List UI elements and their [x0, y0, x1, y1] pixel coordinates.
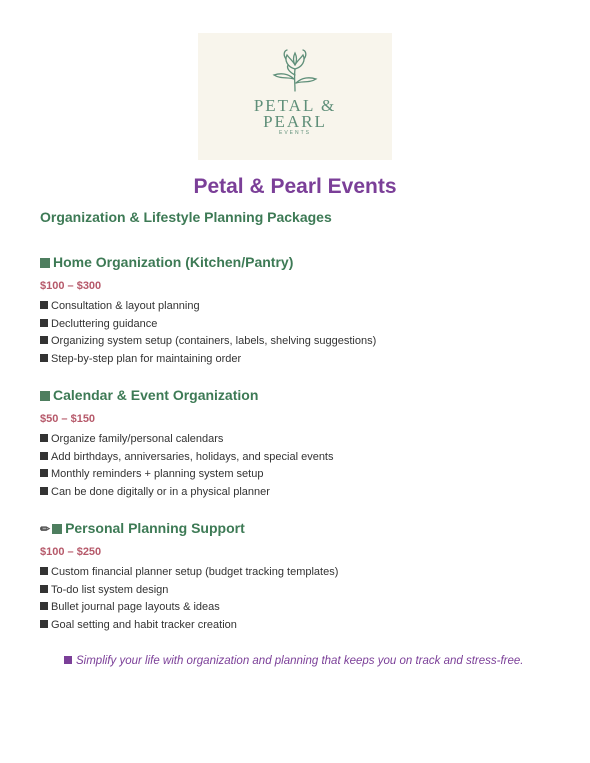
section-heading: [40, 518, 338, 538]
list-item: [40, 564, 338, 582]
bullet-square-icon: [40, 336, 48, 344]
list-item-text: To-do list system design: [51, 583, 169, 596]
section-personal-planning: [40, 518, 338, 634]
feature-list: [40, 431, 334, 501]
list-item-text: Monthly reminders + planning system setup: [51, 468, 264, 480]
section-heading: [40, 385, 334, 405]
list-item-text: Can be done digitally or in a physical planner: [51, 485, 270, 498]
bullet-square-icon: [40, 567, 48, 575]
list-item-text: Organizing system setup (containers, labels, shelving suggestions): [51, 335, 377, 347]
list-item-text: Consultation & layout planning: [51, 300, 200, 312]
bullet-square-icon: [40, 452, 48, 460]
bullet-square-icon: [40, 585, 48, 593]
feature-list: [40, 298, 376, 368]
bullet-square-icon: [40, 354, 48, 362]
footer-tagline: [64, 655, 523, 667]
pencil-icon: ✏: [40, 522, 51, 536]
list-item-text: Bullet journal page layouts & ideas: [51, 601, 220, 613]
list-item-text: Goal setting and habit tracker creation: [51, 618, 237, 631]
list-item: [40, 617, 338, 635]
bullet-square-icon: [40, 301, 48, 309]
price-range: $100 – $250: [40, 546, 102, 558]
list-item: [40, 316, 376, 334]
bullet-square-icon: [40, 620, 48, 628]
section-heading-text: Home Organization (Kitchen/Pantry): [53, 254, 294, 270]
list-item: [40, 298, 376, 316]
company-logo: [198, 33, 392, 160]
purple-square-icon: [64, 656, 72, 664]
page-subtitle: Organization & Lifestyle Planning Packages: [40, 209, 332, 225]
list-item: [40, 431, 334, 449]
bullet-square-icon: [40, 487, 48, 495]
bullet-square-icon: [40, 319, 48, 327]
green-square-icon: [40, 391, 50, 401]
footer-text: Simplify your life with organization and planning that keeps you on track and stress-free.: [76, 655, 524, 667]
bullet-square-icon: [40, 469, 48, 477]
section-calendar-organization: [40, 385, 334, 501]
price-range: $50 – $150: [40, 413, 96, 425]
section-heading: [40, 252, 376, 272]
list-item: [40, 484, 334, 502]
section-heading-text: Calendar & Event Organization: [53, 387, 259, 403]
list-item-text: Add birthdays, anniversaries, holidays, and special events: [51, 450, 334, 463]
feature-list: [40, 564, 338, 634]
price-range: $100 – $300: [40, 280, 102, 292]
bullet-square-icon: [40, 602, 48, 610]
list-item-text: Step-by-step plan for maintaining order: [51, 352, 242, 365]
section-home-organization: [40, 252, 376, 368]
bullet-square-icon: [40, 434, 48, 442]
green-square-icon: [52, 524, 62, 534]
logo-text-line3: EVENTS: [278, 130, 311, 136]
logo-text-line2: PEARL: [263, 112, 327, 131]
list-item: [40, 599, 338, 617]
section-heading-text: Personal Planning Support: [65, 520, 245, 536]
logo-text-line1: PETAL &: [253, 96, 337, 115]
list-item-text: Organize family/personal calendars: [51, 433, 224, 445]
list-item: [40, 466, 334, 484]
page-title: Petal & Pearl Events: [193, 175, 397, 198]
list-item-text: Custom financial planner setup (budget tracking templates): [51, 566, 339, 578]
green-square-icon: [40, 258, 50, 268]
list-item: [40, 449, 334, 467]
list-item: [40, 582, 338, 600]
list-item: [40, 333, 376, 351]
list-item-text: Decluttering guidance: [51, 317, 158, 330]
list-item: [40, 351, 376, 369]
